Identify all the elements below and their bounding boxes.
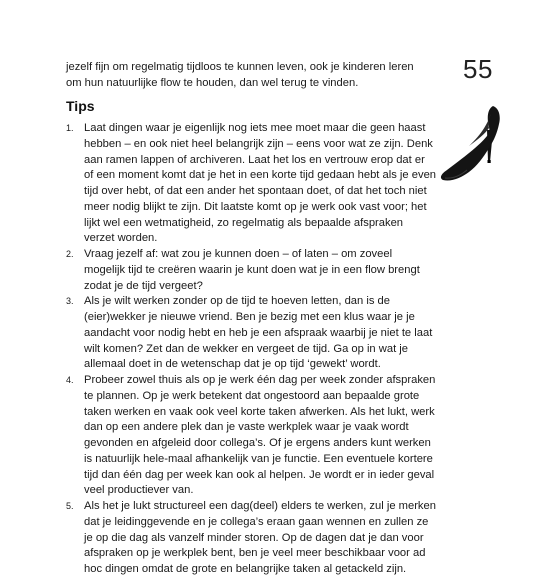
tip-item-5 <box>66 499 436 578</box>
tip-number: 2. <box>66 249 74 259</box>
tip-number: 4. <box>66 375 74 385</box>
tip-text: Probeer zowel thuis als op je werk één dag per week zonder afspraken te plannen. Op je werk betekent dat ongestoord aan bepaalde grote taken werken en vaak ook veel korte taken afwerken. Als het lukt, werk dan op een andere plek dan je vaste werkplek waar je vaak wordt gevonden en afgeleid door collega’s. Of je ergens anders kunt werken is natuurlijk hele-maal afhankelijk van je functie. Een eventuele kortere tijd dan één dag per week kan ook al helpen. Je wordt er in ieder geval veel productiever van. <box>84 374 436 497</box>
tips-heading: Tips <box>66 98 95 114</box>
tip-text: Als je wilt werken zonder op de tijd te hoeven letten, dan is de (eier)wekker je nieuwe vriend. Ben je bezig met een klus waar je je aandacht voor nodig hebt en heb je een afspraak waarbij je niet te laat wilt komen? Zet dan de wekker en vergeet de tijd. Ga op in wat je allemaal doet in de wetenschap dat je op tijd ‘gewekt’ wordt. <box>84 295 433 371</box>
tip-text: Vraag jezelf af: wat zou je kunnen doen – of laten – om zoveel mogelijk tijd te creëren waarin je kunt doen wat je in een flow brengt zodat je de tijd vergeet? <box>84 248 420 292</box>
tip-item-2 <box>66 247 436 294</box>
tip-text: Laat dingen waar je eigenlijk nog iets mee moet maar die geen haast hebben – en ook niet heel belangrijk zijn – eens voor wat ze zijn. Denk aan ramen lappen of archiveren. Laat het los en vertrouw erop dat er of een moment komt dat je het in een korte tijd gedaan hebt als je even tijd over hebt, of dat een ander het spontaan doet, of dat het toch niet meer nodig blijkt te zijn. Dit laatste komt op je werk ook vast voor; het lijkt wel een wetmatigheid, zo regelmatig als bepaalde afspraken verzet worden. <box>84 122 437 245</box>
page-number: 55 <box>463 54 493 84</box>
tip-text: Als het je lukt structureel een dag(deel) elders te werken, zul je merken dat je leidinggevende en je collega’s eraan gaan wennen en zullen ze je op die dag als vanzelf minder storen. Op de dagen dat je dan voor afspraken op je werkplek bent, ben je veel meer beschikbaar voor ad hoc dingen omdat de grote en belangrijke taken al getackeld zijn. <box>84 500 436 575</box>
tips-list <box>66 121 436 578</box>
tip-number: 3. <box>66 296 74 307</box>
intro-paragraph: jezelf fijn om regelmatig tijdloos te kunnen leven, ook je kinderen leren om hun natuurlijke flow te houden, dan wel terug te vinden. <box>66 61 414 89</box>
tip-item-4 <box>66 373 436 499</box>
tip-item-1 <box>66 121 436 247</box>
tip-item-3 <box>66 294 436 373</box>
tip-number: 1. <box>66 123 74 133</box>
tip-number: 5. <box>66 501 74 511</box>
high-heel-shoe-icon <box>433 100 509 184</box>
